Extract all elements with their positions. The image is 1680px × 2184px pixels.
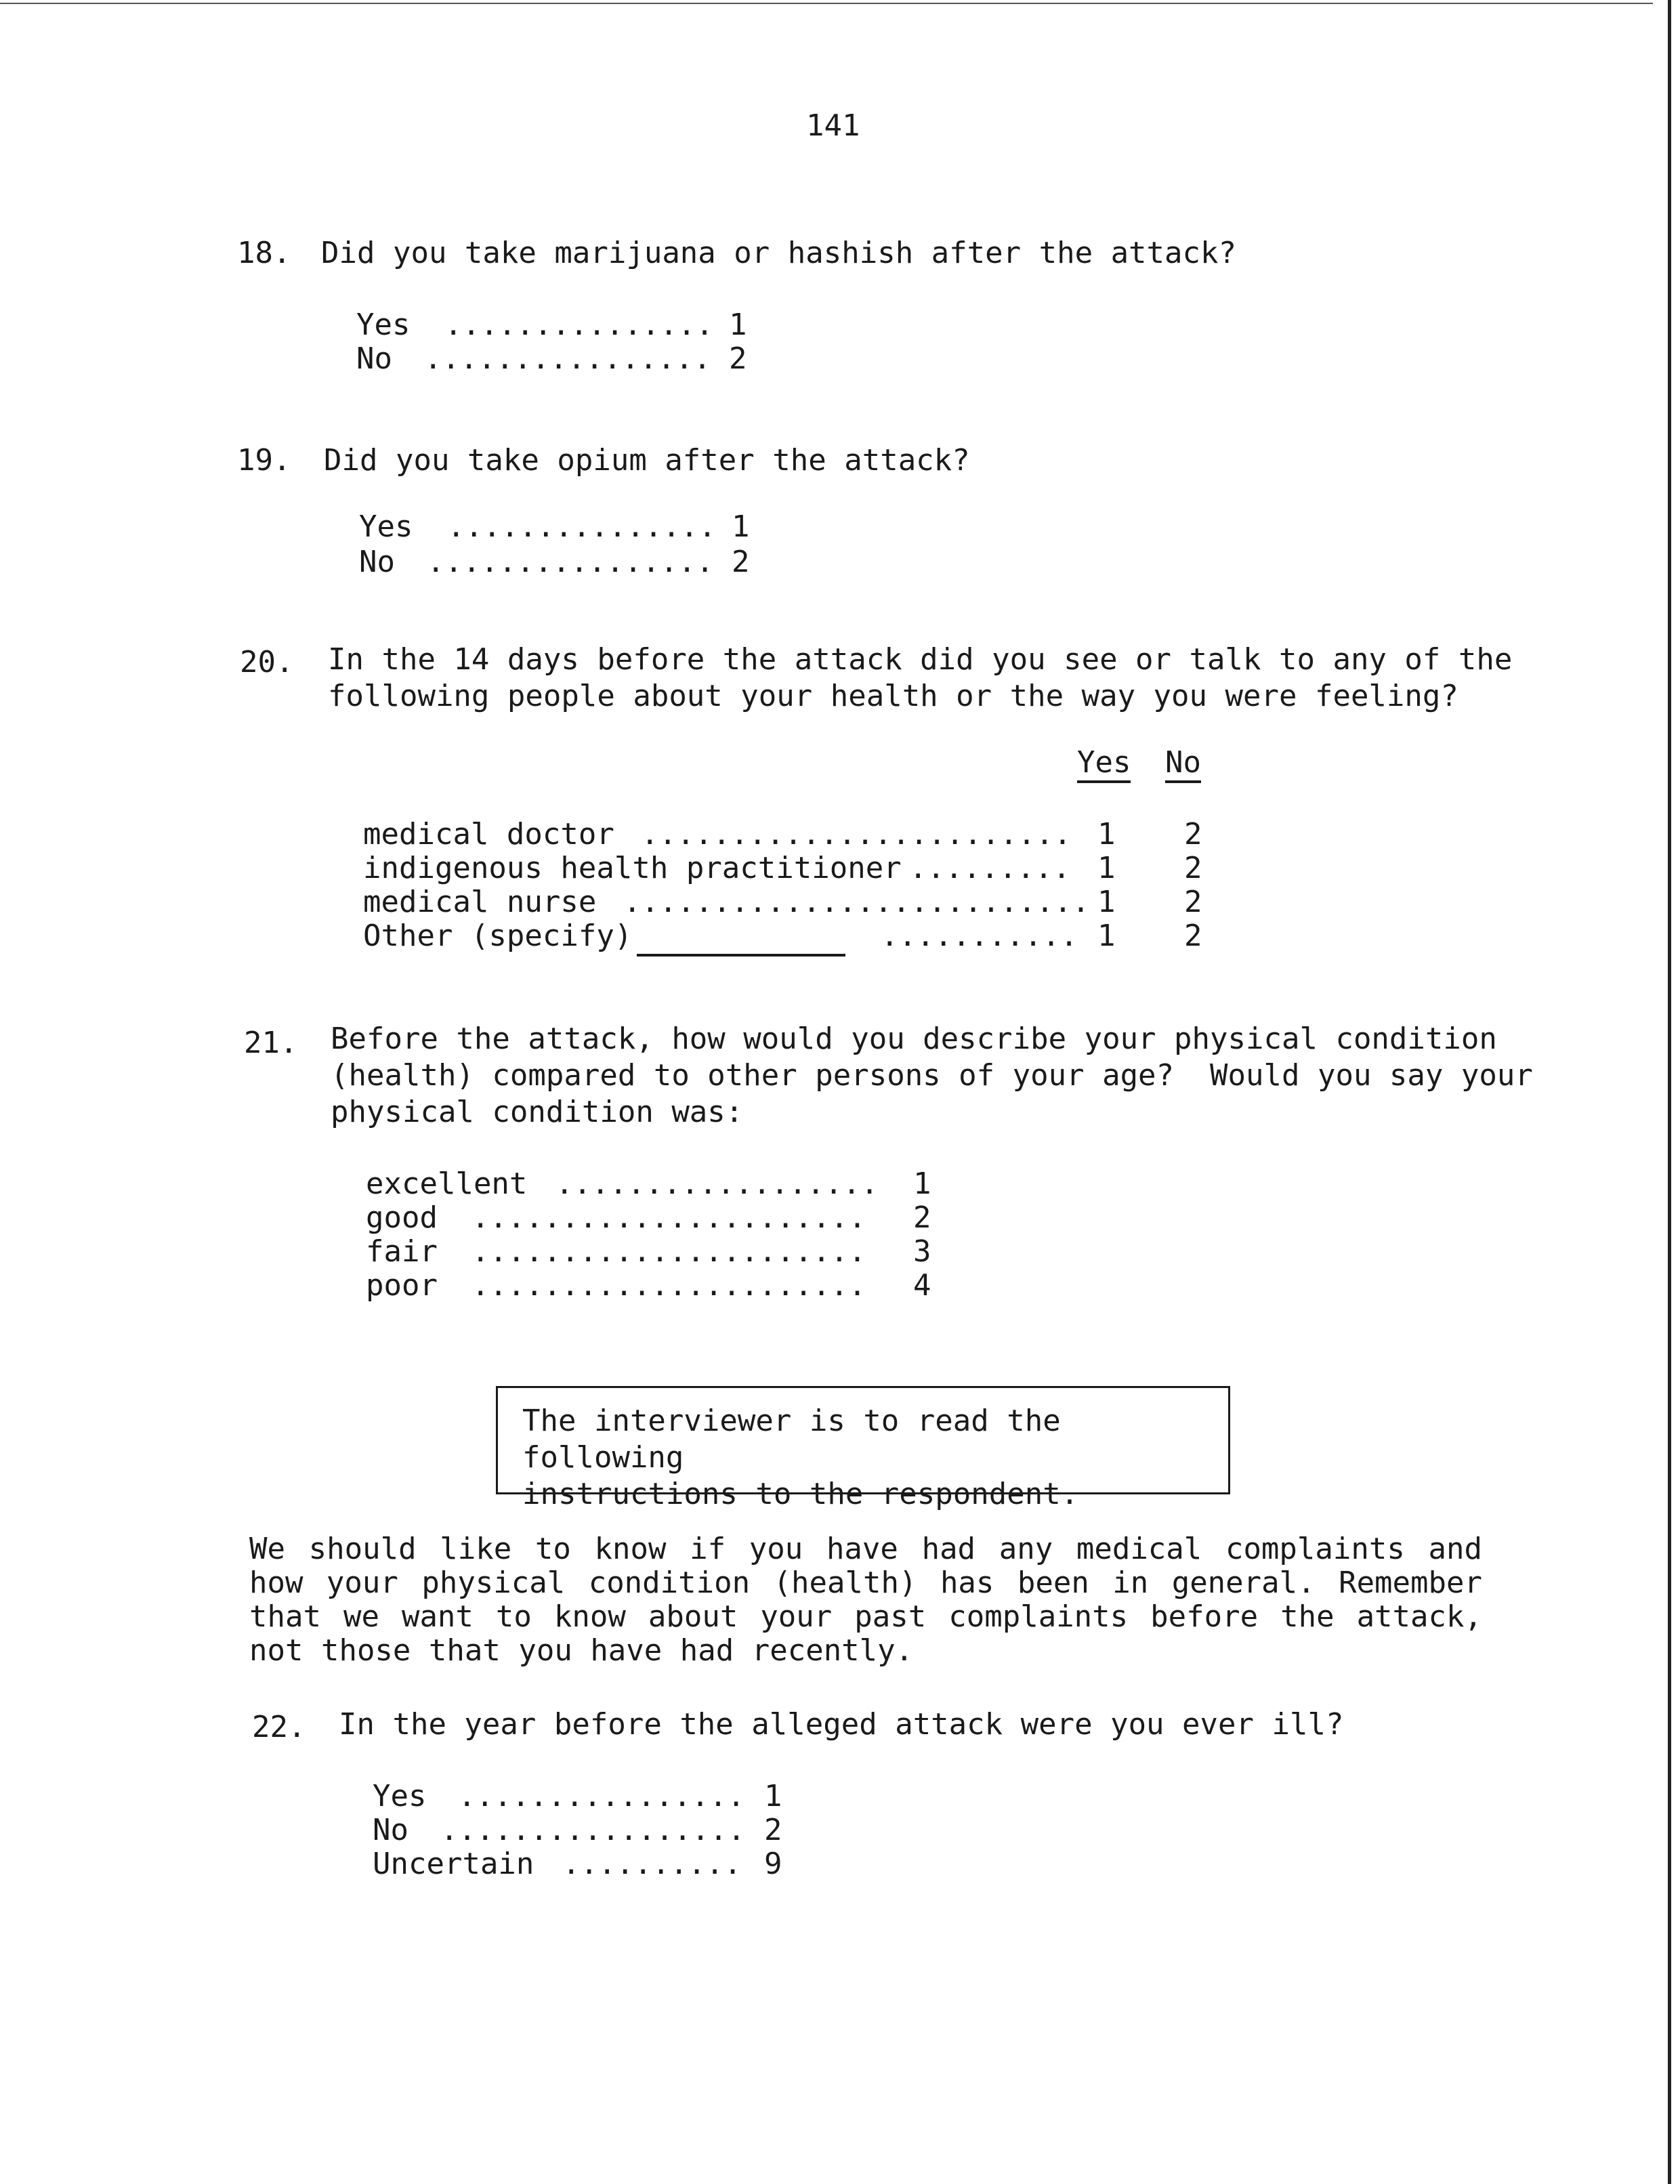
q18-option-yes [356,308,763,343]
option-label: good [366,1200,438,1235]
question-20-line2: following people about your health or the way you were feeling? [328,679,1458,713]
q21-option-fair [366,1234,948,1269]
leader-dots: ................ [427,545,714,579]
question-21-line2: (health) compared to other persons of your age? Would you say your [331,1058,1533,1093]
option-label: No [356,341,392,376]
option-label: No [359,545,395,579]
q21-option-excellent [366,1167,948,1202]
q20-row-medical-doctor [363,817,1203,852]
yes-code: 1 [1097,919,1116,953]
question-22-text: In the year before the alleged attack were you ever ill? [339,1707,1344,1742]
option-code: 3 [913,1234,931,1269]
option-label: No [373,1813,408,1847]
yes-code: 1 [1097,817,1116,852]
leader-dots: ........... [881,919,1078,953]
q22-option-uncertain [373,1847,793,1882]
option-code: 2 [732,545,750,579]
leader-dots: ......... [909,851,1071,885]
page-number: 141 [806,108,860,143]
leader-dots: ........................ [641,817,1072,852]
option-code: 4 [913,1268,931,1303]
no-code: 2 [1184,885,1202,919]
leader-dots: ............... [447,509,717,544]
leader-dots: ................ [424,341,711,376]
leader-dots: ...................... [471,1234,866,1269]
yes-code: 1 [1097,851,1116,885]
option-code: 2 [764,1813,782,1847]
yes-code: 1 [1097,885,1116,919]
question-21-number: 21. [244,1026,298,1060]
no-code: 2 [1184,919,1202,953]
leader-dots: .......... [562,1847,742,1881]
question-19-number: 19. [237,443,291,478]
top-edge-rule [0,3,1653,4]
question-22-number: 22. [252,1710,306,1744]
right-edge-rule [1668,0,1671,2184]
q22-option-no [373,1813,793,1848]
q21-option-good [366,1200,948,1236]
q19-option-yes [359,509,765,545]
q20-row-other-specify [363,919,1203,954]
question-21-line1: Before the attack, how would you describe your physical condition [331,1022,1497,1056]
option-label: excellent [366,1167,528,1201]
column-header-no: No [1165,745,1201,783]
leader-dots: .................. [555,1167,879,1201]
option-label: Uncertain [373,1847,534,1881]
leader-dots: ...................... [471,1200,866,1235]
question-18-text: Did you take marijuana or hashish after the attack? [321,236,1237,270]
q21-option-poor [366,1268,948,1303]
question-19-text: Did you take opium after the attack? [324,443,970,478]
instruction-text: The interviewer is to read the following instructions to the respondent. [522,1404,1079,1511]
specify-blank-line [637,920,845,957]
q19-option-no [359,545,765,580]
question-18-number: 18. [237,236,291,270]
column-header-yes: Yes [1077,745,1131,783]
q20-row-indigenous-practitioner [363,851,1203,886]
no-code: 2 [1184,817,1202,852]
option-code: 1 [913,1167,931,1201]
interviewer-instruction-box [496,1386,1230,1511]
row-label: Other (specify) [363,919,633,953]
option-label: Yes [373,1779,427,1813]
question-21-line3: physical condition was: [331,1095,744,1129]
q22-option-yes [373,1779,793,1814]
leader-dots: .......................... [623,885,1090,919]
question-20-line1: In the 14 days before the attack did you see or talk to any of the [328,642,1513,677]
option-code: 2 [913,1200,931,1235]
question-20-number: 20. [240,645,294,679]
leader-dots: ............... [444,308,714,342]
leader-dots: ................. [440,1813,746,1847]
option-code: 1 [732,509,750,544]
option-label: Yes [356,308,411,342]
option-code: 2 [729,341,747,376]
q20-row-medical-nurse [363,885,1203,920]
row-label: indigenous health practitioner [363,851,902,885]
option-code: 1 [764,1779,782,1813]
row-label: medical doctor [363,817,614,852]
option-code: 1 [729,308,747,342]
leader-dots: ...................... [471,1268,866,1303]
option-label: Yes [359,509,413,544]
intro-paragraph: We should like to know if you have had any medical complaints and how your physical condition (health) has been in general. Remember that we want to know about your past complaints before the attack, not those that you have had recently. [249,1532,1482,1668]
option-label: poor [366,1268,438,1303]
leader-dots: ................ [458,1779,745,1813]
row-label: medical nurse [363,885,597,919]
option-code: 9 [764,1847,782,1881]
option-label: fair [366,1234,438,1269]
q18-option-no [356,341,763,377]
no-code: 2 [1184,851,1202,885]
